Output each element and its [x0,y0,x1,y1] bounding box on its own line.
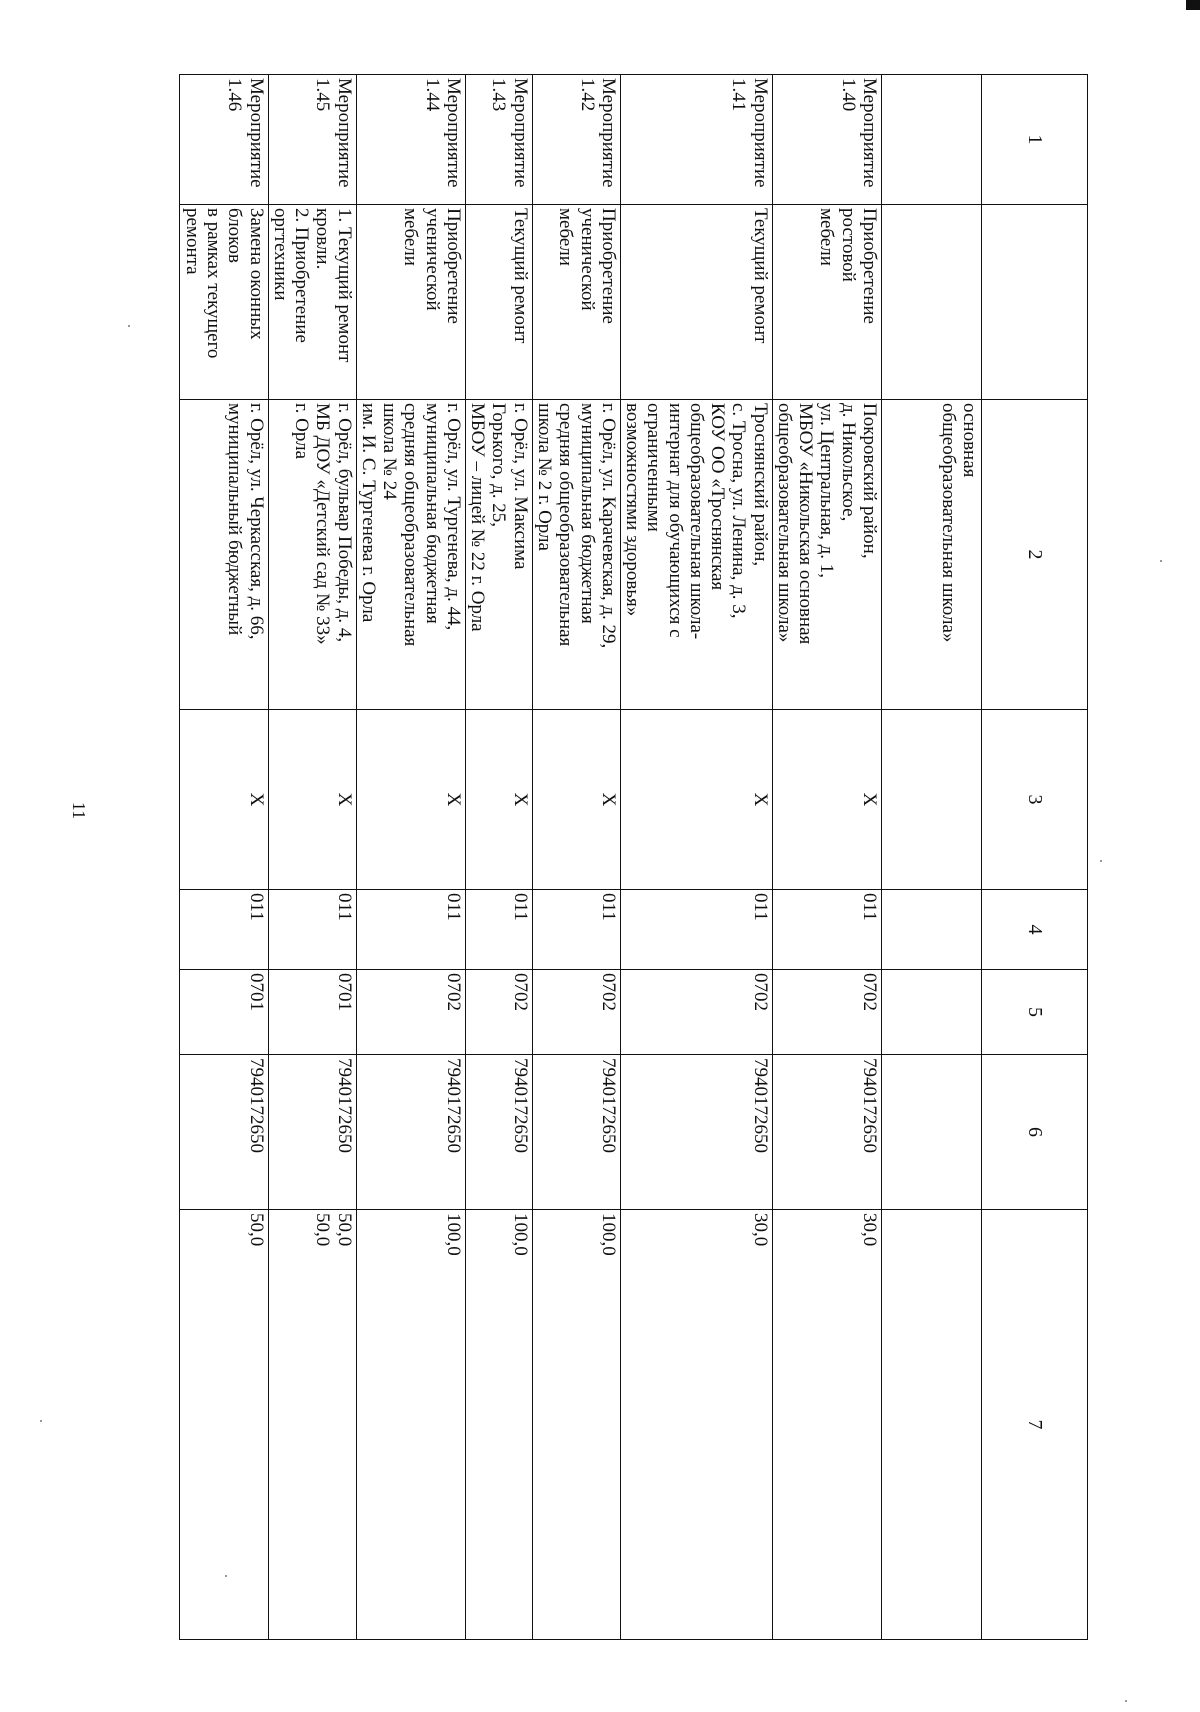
cell-col3: Х [772,710,881,890]
column-header-5: 5 [982,970,1088,1055]
cell-col3: Х [268,710,356,890]
column-header-3: 3 [982,710,1088,890]
cell-col6: 7940172650 [620,1055,772,1210]
table-row [620,75,772,1640]
cell-event-name: Мероприятие 1.41 [620,75,772,205]
cell-col6 [882,1055,982,1210]
cell-address: г. Орёл, бульвар Победы, д. 4, МБ ДОУ «Детский сад № 33» г. Орла [268,400,356,710]
table-row [356,75,465,1640]
cell-col3: Х [620,710,772,890]
column-header-6: 6 [982,1055,1088,1210]
cell-work-type: Приобретение ученической мебели [356,205,465,400]
cell-col7 [882,1210,982,1640]
cell-col4: 011 [268,890,356,970]
cell-col6: 7940172650 [180,1055,268,1210]
cell-work-type: Замена оконных блоков в рамках текущего ремонта [180,205,268,400]
cell-work-type [882,205,982,400]
cell-event-name: Мероприятие 1.46 [180,75,268,205]
cell-col3: Х [532,710,620,890]
table-row-continued [882,75,982,1640]
cell-col4: 011 [620,890,772,970]
cell-col5: 0702 [620,970,772,1055]
cell-col6: 7940172650 [772,1055,881,1210]
cell-address: г. Орёл, ул. Черкасская, д. 66, муниципальный бюджетный [180,400,268,710]
cell-col7: 50,0 [180,1210,268,1640]
cell-event-name: Мероприятие 1.43 [465,75,532,205]
table-row [772,75,881,1640]
cell-address: Покровский район, д. Никольское, ул. Центральная, д. 1, МБОУ «Никольская основная общеобразовательная школа» [772,400,881,710]
cell-col5: 0702 [772,970,881,1055]
column-header-4: 4 [982,890,1088,970]
cell-col5: 0702 [532,970,620,1055]
events-table [180,74,1089,1640]
page-number: 11 [69,801,90,820]
table-row [465,75,532,1640]
cell-col3 [882,710,982,890]
cell-work-type: Текущий ремонт [465,205,532,400]
cell-col3: Х [465,710,532,890]
scan-speck [1125,1700,1127,1702]
cell-col6: 7940172650 [465,1055,532,1210]
document-table-frame [181,74,1088,1639]
cell-col5: 0702 [356,970,465,1055]
cell-address: г. Орёл, ул. Максима Горького, д. 25, МБОУ – лицей № 22 г. Орла [465,400,532,710]
scan-speck [1100,860,1102,862]
cell-col3: Х [180,710,268,890]
scan-edge-mark [1186,0,1200,10]
cell-event-name: Мероприятие 1.40 [772,75,881,205]
cell-col5: 0701 [268,970,356,1055]
column-header-1: 1 [982,75,1088,205]
column-header-work [982,205,1088,400]
rotated-table-container [181,74,1088,1639]
column-header-7: 7 [982,1210,1088,1640]
scan-speck [40,1420,42,1422]
cell-address: г. Орёл, ул. Карачевская, д. 29, муниципальная бюджетная средняя общеобразовательная школа № 2 г. Орла [532,400,620,710]
cell-col6: 7940172650 [356,1055,465,1210]
cell-col7: 30,0 [772,1210,881,1640]
cell-event-name [882,75,982,205]
cell-col4: 011 [772,890,881,970]
cell-col4 [882,890,982,970]
table-row [180,75,268,1640]
cell-col4: 011 [356,890,465,970]
cell-col5 [882,970,982,1055]
cell-col6: 7940172650 [268,1055,356,1210]
scan-speck [128,325,130,327]
cell-col7: 100,0 [465,1210,532,1640]
cell-col7: 30,0 [620,1210,772,1640]
cell-col7: 100,0 [532,1210,620,1640]
cell-address: г. Орёл, ул. Тургенева, д. 44, муниципальная бюджетная средняя общеобразовательная школа № 24 им. И. С. Тургенева г. Орла [356,400,465,710]
scan-speck [1160,560,1162,562]
cell-col7: 100,0 [356,1210,465,1640]
cell-event-name: Мероприятие 1.42 [532,75,620,205]
cell-work-type: Приобретение ученической мебели [532,205,620,400]
cell-address: Троснянский район, с. Тросна, ул. Ленина, д. 3, КОУ ОО «Троснянская общеобразовательная школа- интернат для обучающихся с ограниченными возможностями здоровья» [620,400,772,710]
cell-col6: 7940172650 [532,1055,620,1210]
cell-col4: 011 [465,890,532,970]
cell-col3: Х [356,710,465,890]
cell-col5: 0701 [180,970,268,1055]
cell-event-name: Мероприятие 1.45 [268,75,356,205]
cell-event-name: Мероприятие 1.44 [356,75,465,205]
table-body [180,75,982,1640]
cell-work-type: 1. Текущий ремонт кровли. 2. Приобретение оргтехники [268,205,356,400]
cell-col4: 011 [532,890,620,970]
cell-work-type: Текущий ремонт [620,205,772,400]
cell-col4: 011 [180,890,268,970]
cell-col5: 0702 [465,970,532,1055]
cell-col7: 50,0 50,0 [268,1210,356,1640]
table-row [268,75,356,1640]
column-header-2: 2 [982,400,1088,710]
cell-work-type: Приобретение ростовой мебели [772,205,881,400]
table-row [532,75,620,1640]
column-number-row [982,75,1088,1640]
cell-address: основная общеобразовательная школа» [882,400,982,710]
